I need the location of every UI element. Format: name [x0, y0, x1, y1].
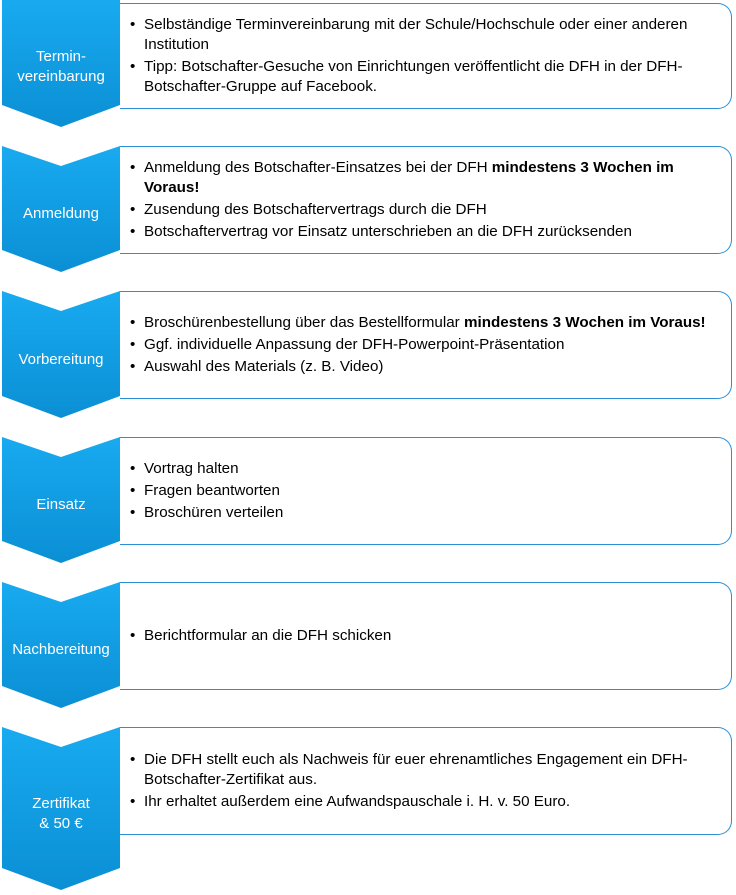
list-item — [130, 459, 721, 479]
list-item — [130, 792, 721, 812]
list-item — [130, 481, 721, 501]
step-details-box — [120, 437, 732, 545]
list-item — [130, 626, 721, 646]
bullet-list — [130, 457, 721, 525]
bullet-text: Botschaftervertrag vor Einsatz unterschrieben an die DFH zurücksenden — [144, 223, 632, 240]
bullet-text: Selbständige Terminvereinbarung mit der Schule/Hochschule oder einer anderen Institution — [144, 16, 688, 53]
bullet-list — [130, 624, 721, 648]
step-label: Anmeldung — [23, 205, 99, 222]
list-item — [130, 313, 721, 333]
step-details-box — [120, 582, 732, 690]
step-details-box — [120, 727, 732, 835]
list-item — [130, 158, 721, 198]
bullet-text: Die DFH stellt euch als Nachweis für euer ehrenamtliches Engagement ein DFH-Botschafter-Zertifikat aus. — [144, 751, 688, 788]
emphasis-text: mindestens 3 Wochen im Voraus! — [144, 159, 674, 196]
bullet-text: Anmeldung des Botschafter-Einsatzes bei der DFH — [144, 159, 492, 176]
list-item — [130, 503, 721, 523]
bullet-text: Zusendung des Botschaftervertrags durch die DFH — [144, 201, 487, 218]
bullet-text: Fragen beantworten — [144, 482, 280, 499]
step-details-box — [120, 291, 732, 399]
bullet-list — [130, 13, 721, 99]
bullet-text: Tipp: Botschafter-Gesuche von Einrichtungen veröffentlicht die DFH in der DFH-Botschafter-Gruppe auf Facebook. — [144, 58, 683, 95]
bullet-text: Vortrag halten — [144, 460, 239, 477]
list-item — [130, 335, 721, 355]
step-label: Zertifikat & 50 € — [32, 794, 90, 832]
list-item — [130, 15, 721, 55]
emphasis-text: mindestens 3 Wochen im Voraus! — [463, 314, 706, 331]
list-item — [130, 750, 721, 790]
step-label: Vorbereitung — [18, 350, 104, 368]
step-details-box — [120, 146, 732, 254]
list-item — [130, 200, 721, 220]
bullet-text: Auswahl des Materials (z. B. Video) — [144, 358, 384, 375]
bullet-text: Broschürenbestellung über das Bestellformular — [144, 314, 464, 331]
step-label: Nachbereitung — [12, 641, 110, 658]
bullet-text: Broschüren verteilen — [144, 504, 284, 521]
bullet-text: Ggf. individuelle Anpassung der DFH-Powerpoint-Präsentation — [144, 336, 565, 353]
list-item — [130, 222, 721, 242]
step-details-box — [120, 3, 732, 109]
step-label: Einsatz — [36, 496, 86, 513]
bullet-list — [130, 748, 721, 814]
bullet-list — [130, 156, 721, 244]
list-item — [130, 57, 721, 97]
bullet-text: Ihr erhaltet außerdem eine Aufwandspauschale i. H. v. 50 Euro. — [144, 793, 571, 810]
bullet-list — [130, 311, 721, 379]
list-item — [130, 357, 721, 377]
bullet-text: Berichtformular an die DFH schicken — [144, 627, 392, 644]
step-label: Termin- vereinbarung — [17, 47, 105, 85]
